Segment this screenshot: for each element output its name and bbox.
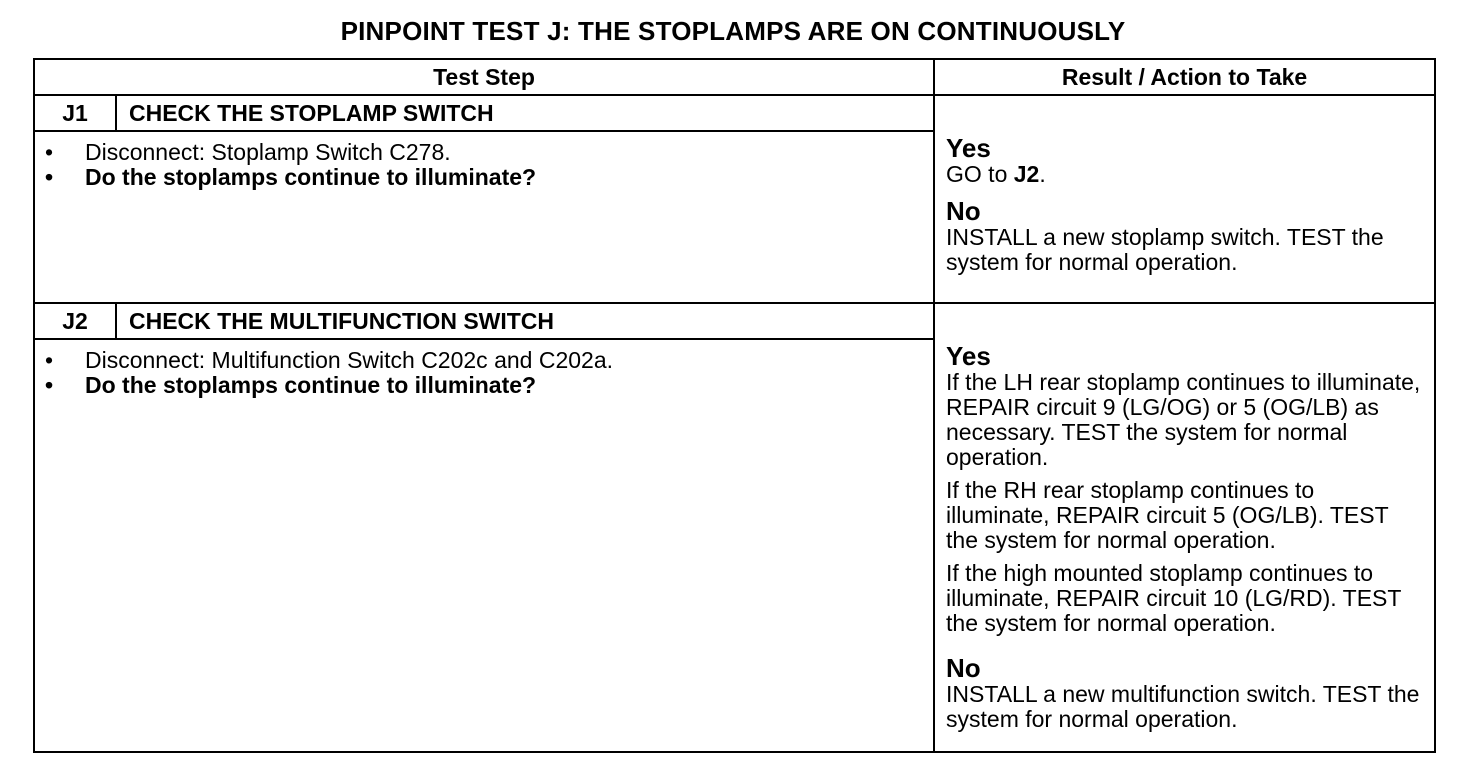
yes-action: If the high mounted stoplamp continues to illuminate, REPAIR circuit 10 (LG/RD). TEST the system for normal operation.: [946, 560, 1402, 636]
step-name: CHECK THE MULTIFUNCTION SWITCH: [116, 303, 934, 339]
no-label: No: [946, 196, 981, 226]
no-label: No: [946, 653, 981, 683]
instruction-list: [35, 348, 933, 398]
result-cell: [934, 95, 1435, 303]
table-header-row: [34, 59, 1435, 95]
no-action: INSTALL a new multifunction switch. TEST the system for normal operation.: [946, 681, 1420, 732]
no-action: INSTALL a new stoplamp switch. TEST the system for normal operation.: [946, 224, 1384, 275]
instruction-list: [35, 140, 933, 190]
header-result: Result / Action to Take: [934, 59, 1435, 95]
list-item: • Do the stoplamps continue to illuminate?: [35, 165, 933, 190]
result-cell: [934, 303, 1435, 752]
header-test-step: Test Step: [34, 59, 934, 95]
step-instructions: [34, 339, 934, 752]
table-row: [34, 303, 1435, 339]
yes-label: Yes: [946, 133, 991, 163]
step-id: J2: [34, 303, 116, 339]
step-id: J1: [34, 95, 116, 131]
pinpoint-test-table: [33, 58, 1436, 753]
yes-action: If the LH rear stoplamp continues to illuminate, REPAIR circuit 9 (LG/OG) or 5 (OG/LB) as necessary. TEST the system for normal operation.: [946, 369, 1421, 470]
yes-label: Yes: [946, 341, 991, 371]
step-reference: J2: [1013, 161, 1040, 187]
list-item: • Disconnect: Stoplamp Switch C278.: [35, 140, 933, 165]
page-title: PINPOINT TEST J: THE STOPLAMPS ARE ON CONTINUOUSLY: [340, 16, 1126, 46]
list-item: • Do the stoplamps continue to illuminate?: [35, 373, 933, 398]
yes-action-text: GO to: [946, 161, 1014, 187]
step-instructions: [34, 131, 934, 303]
yes-action: If the RH rear stoplamp continues to illuminate, REPAIR circuit 5 (OG/LB). TEST the system for normal operation.: [946, 477, 1389, 553]
table-row: [34, 95, 1435, 131]
list-item: • Disconnect: Multifunction Switch C202c and C202a.: [35, 348, 933, 373]
step-name: CHECK THE STOPLAMP SWITCH: [116, 95, 934, 131]
yes-action-end: .: [1039, 161, 1046, 187]
yes-action: [946, 162, 1422, 187]
